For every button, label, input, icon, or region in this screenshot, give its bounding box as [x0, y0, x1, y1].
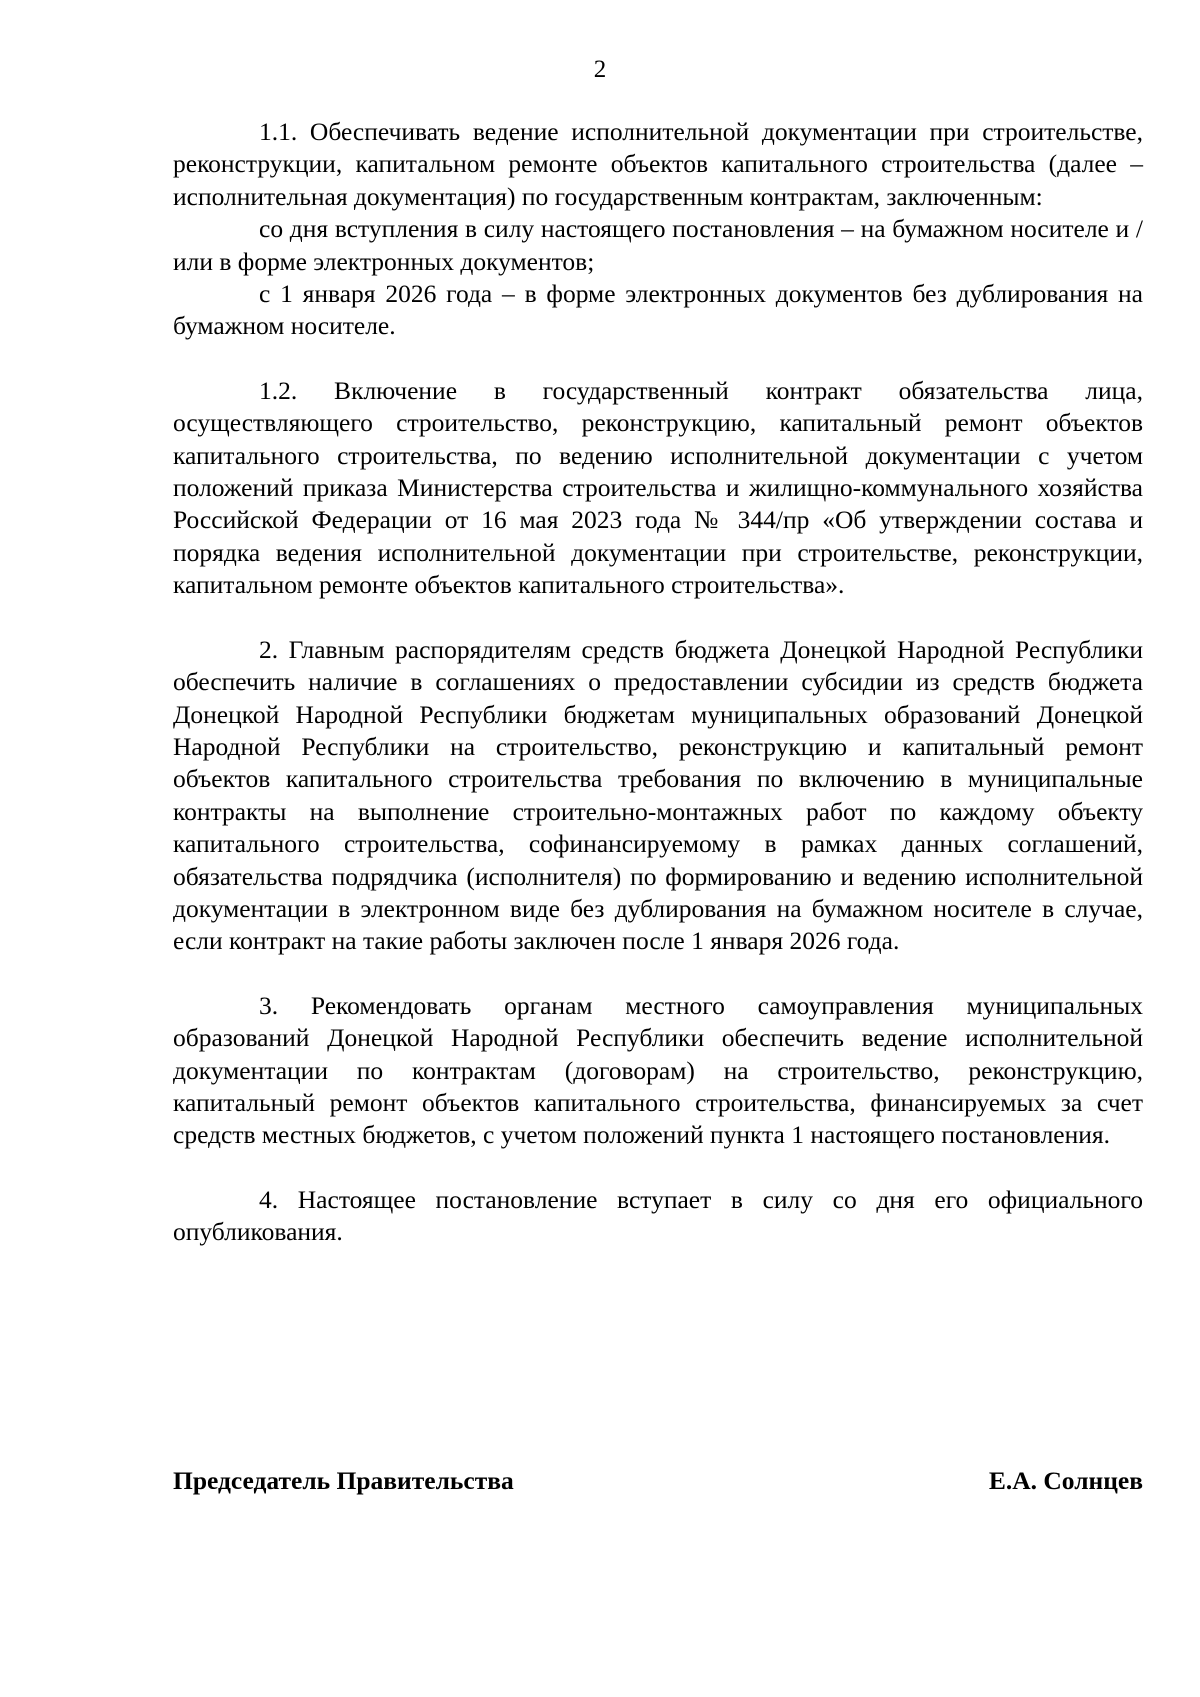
paragraph-1-1: 1.1. Обеспечивать ведение исполнительной документации при строительстве, реконструкции, капитальном ремонте объектов капитального строительства (далее – исполнительная документация) по государственным контрактам, заключенным:: [173, 117, 1143, 211]
paragraph-2: 2. Главным распорядителям средств бюджета Донецкой Народной Республики обеспечить наличие в соглашениях о предоставлении субсидии из средств бюджета Донецкой Народной Республики бюджетам муниципальных образований Донецкой Народной Республики на строительство, реконструкцию и капитальный ремонт объектов капитального строительства требования по включению в муниципальные контракты на выполнение строительно-монтажных работ по каждому объекту капитального строительства, софинансируемому в рамках данных соглашений, обязательства подрядчика (исполнителя) по формированию и ведению исполнительной документации в электронном виде без дублирования на бумажном носителе в случае, если контракт на такие работы заключен после 1 января 2026 года.: [173, 634, 1143, 956]
document-body: [173, 116, 1143, 1249]
paragraph-1-2: 1.2. Включение в государственный контракт обязательства лица, осуществляющего строительство, реконструкцию, капитальный ремонт объектов капитального строительства, по ведению исполнительной документации с учетом положений приказа Министерства строительства и жилищно-коммунального хозяйства Российской Федерации от 16 мая 2023 года № 344/пр «Об утверждении состава и порядка ведения исполнительной документации при строительстве, реконструкции, капитальном ремонте объектов капитального строительства».: [173, 375, 1143, 600]
signatory-title: Председатель Правительства: [173, 1466, 514, 1495]
paragraph-1-1-item-a: со дня вступления в силу настоящего постановления – на бумажном носителе и / или в форме электронных документов;: [173, 214, 1143, 276]
paragraph-4: 4. Настоящее постановление вступает в силу со дня его официального опубликования.: [173, 1184, 1143, 1247]
signatory-name: Е.А. Солнцев: [988, 1466, 1143, 1495]
paragraph-1-1-item-b: с 1 января 2026 года – в форме электронных документов без дублирования на бумажном носителе.: [173, 279, 1143, 341]
paragraph-3: 3. Рекомендовать органам местного самоуправления муниципальных образований Донецкой Народной Республики обеспечить ведение исполнительной документации по контрактам (договорам) на строительство, реконструкцию, капитальный ремонт объектов капитального строительства, финансируемых за счет средств местных бюджетов, с учетом положений пункта 1 настоящего постановления.: [173, 990, 1143, 1150]
signature-block: [173, 1464, 1143, 1498]
page-number: 2: [593, 56, 607, 83]
